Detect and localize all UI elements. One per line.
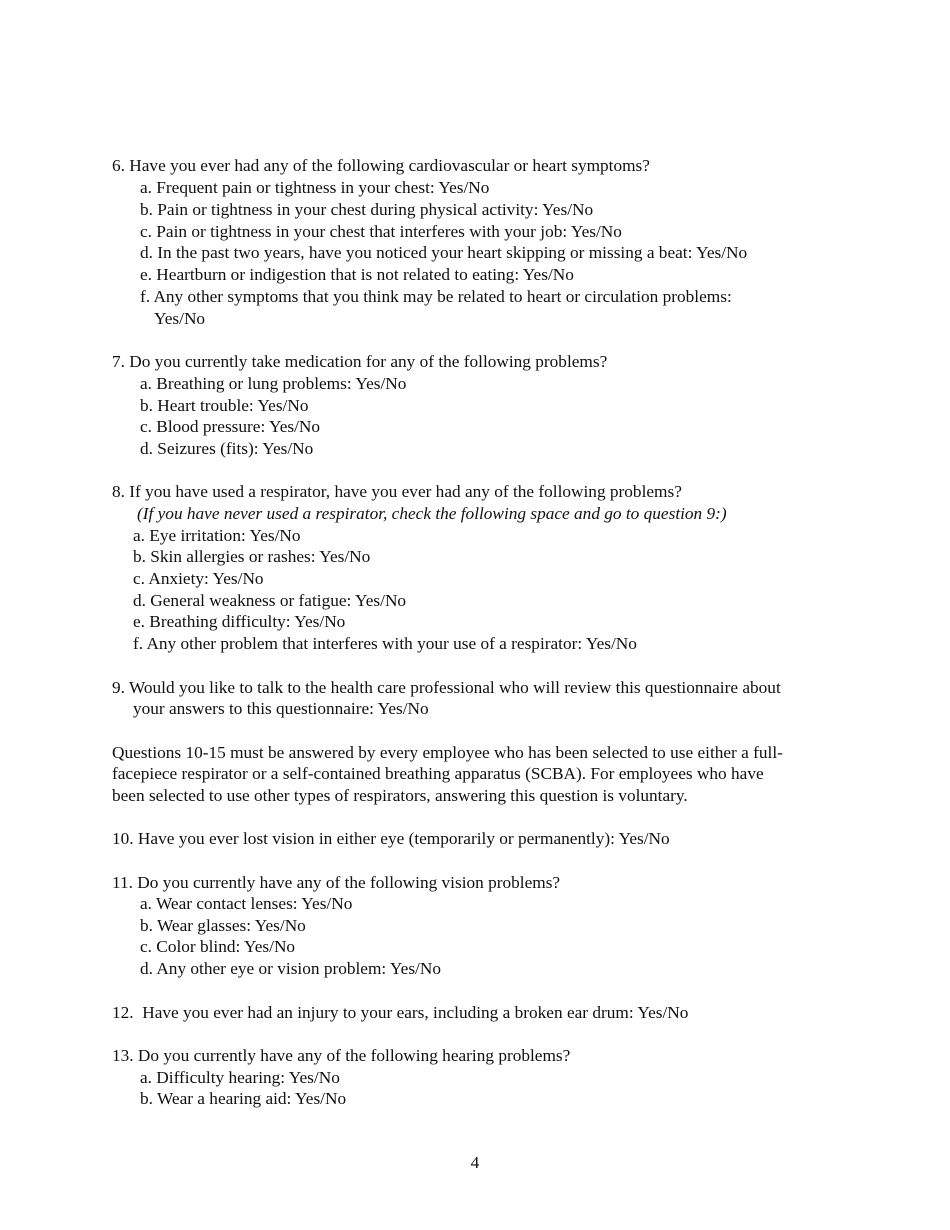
q11-item-b: b. Wear glasses: Yes/No (140, 916, 306, 935)
q6-item-d: d. In the past two years, have you noticed your heart skipping or missing a beat: Yes/No (140, 243, 748, 262)
q13-question: 13. Do you currently have any of the following hearing problems? (112, 1046, 571, 1065)
q8-question: 8. If you have used a respirator, have you ever had any of the following problems? (112, 482, 682, 501)
q7-item-d: d. Seizures (fits): Yes/No (140, 439, 314, 458)
q8-instruction: (If you have never used a respirator, check the following space and go to question 9:) (137, 504, 727, 523)
q8-item-d: d. General weakness or fatigue: Yes/No (133, 591, 407, 610)
page-number: 4 (470, 1153, 480, 1172)
q8-item-a: a. Eye irritation: Yes/No (133, 526, 301, 545)
q7-item-a: a. Breathing or lung problems: Yes/No (140, 374, 407, 393)
q6-item-f-continuation: Yes/No (154, 309, 206, 328)
note-line-2: facepiece respirator or a self-contained breathing apparatus (SCBA). For employees who have (112, 764, 764, 783)
q11-item-d: d. Any other eye or vision problem: Yes/No (140, 959, 441, 978)
q10-question: 10. Have you ever lost vision in either eye (temporarily or permanently): Yes/No (112, 829, 670, 848)
note-line-1: Questions 10-15 must be answered by every employee who has been selected to use either a full- (112, 743, 783, 762)
q13-item-a: a. Difficulty hearing: Yes/No (140, 1068, 340, 1087)
note-line-3: been selected to use other types of respirators, answering this question is voluntary. (112, 786, 688, 805)
q11-item-c: c. Color blind: Yes/No (140, 937, 296, 956)
q8-item-f: f. Any other problem that interferes with your use of a respirator: Yes/No (133, 634, 637, 653)
q6-question: 6. Have you ever had any of the following cardiovascular or heart symptoms? (112, 156, 650, 175)
q7-item-c: c. Blood pressure: Yes/No (140, 417, 321, 436)
q7-question: 7. Do you currently take medication for any of the following problems? (112, 352, 608, 371)
q6-item-b: b. Pain or tightness in your chest during physical activity: Yes/No (140, 200, 594, 219)
q11-question: 11. Do you currently have any of the following vision problems? (112, 873, 561, 892)
q6-item-a: a. Frequent pain or tightness in your chest: Yes/No (140, 178, 490, 197)
q9-line-1: 9. Would you like to talk to the health care professional who will review this questionnaire about (112, 678, 781, 697)
q9-line-2: your answers to this questionnaire: Yes/No (133, 699, 429, 718)
q8-item-b: b. Skin allergies or rashes: Yes/No (133, 547, 371, 566)
q8-item-c: c. Anxiety: Yes/No (133, 569, 264, 588)
q6-item-f: f. Any other symptoms that you think may be related to heart or circulation problems: (140, 287, 732, 306)
q11-item-a: a. Wear contact lenses: Yes/No (140, 894, 353, 913)
q6-item-c: c. Pain or tightness in your chest that interferes with your job: Yes/No (140, 222, 622, 241)
q8-item-e: e. Breathing difficulty: Yes/No (133, 612, 346, 631)
q6-item-e: e. Heartburn or indigestion that is not related to eating: Yes/No (140, 265, 574, 284)
q13-item-b: b. Wear a hearing aid: Yes/No (140, 1089, 347, 1108)
q12-question: 12. Have you ever had an injury to your ears, including a broken ear drum: Yes/No (112, 1003, 689, 1022)
q7-item-b: b. Heart trouble: Yes/No (140, 396, 309, 415)
